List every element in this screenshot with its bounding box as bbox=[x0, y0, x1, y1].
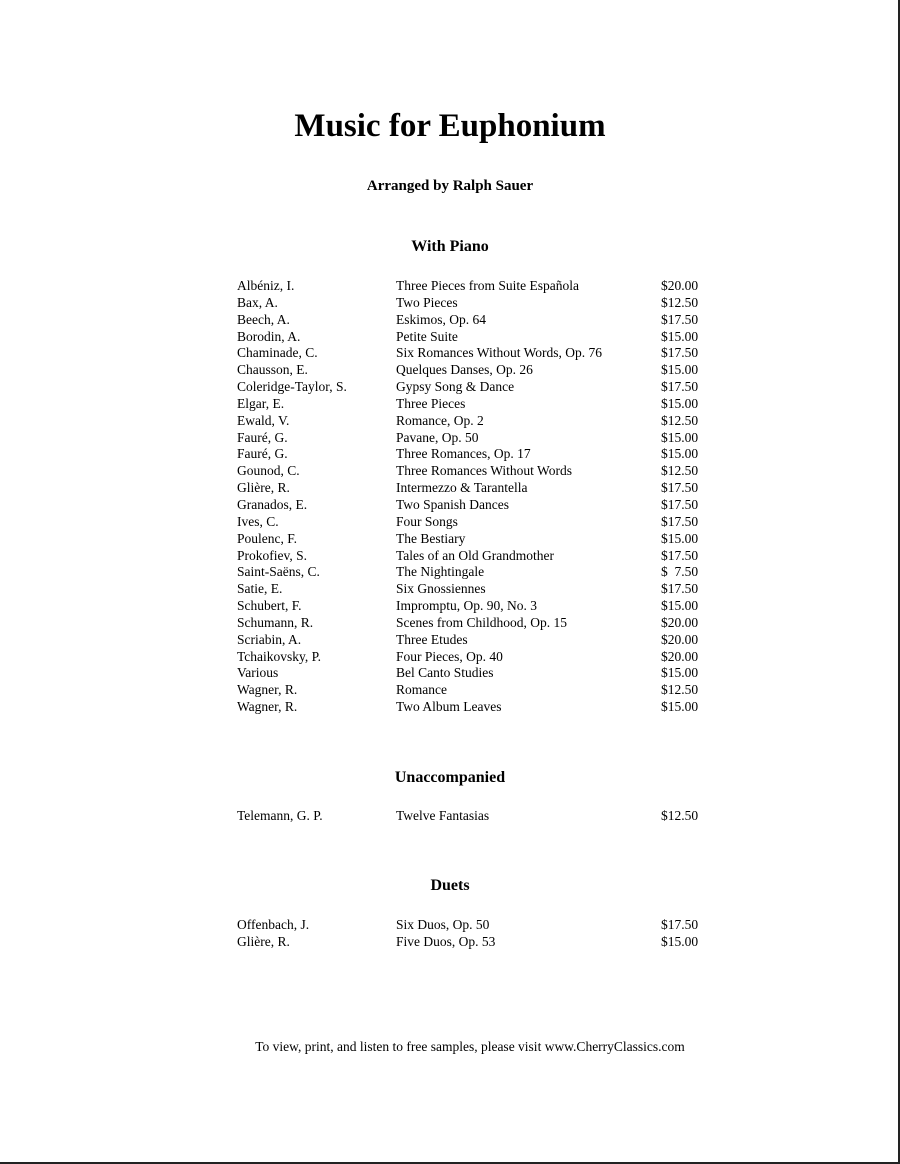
piece-title: Eskimos, Op. 64 bbox=[396, 311, 487, 327]
price: $15.00 bbox=[661, 395, 699, 411]
piece-title: Four Pieces, Op. 40 bbox=[396, 648, 503, 664]
piece-title: Petite Suite bbox=[396, 328, 458, 344]
piece-title: Three Romances Without Words bbox=[396, 463, 572, 479]
piece-title: Tales of an Old Grandmother bbox=[396, 547, 555, 563]
composer-name: Fauré, G. bbox=[237, 446, 288, 462]
price: $17.50 bbox=[661, 917, 699, 932]
piece-title: Bel Canto Studies bbox=[396, 665, 494, 681]
piece-title: Four Songs bbox=[396, 513, 458, 529]
price: $17.50 bbox=[661, 379, 699, 395]
composer-name: Granados, E. bbox=[237, 496, 308, 512]
piece-title: Romance bbox=[396, 682, 447, 698]
list-item bbox=[237, 379, 707, 396]
price: $ 7.50 bbox=[661, 564, 699, 580]
price: $20.00 bbox=[661, 648, 699, 664]
list-item bbox=[237, 548, 707, 565]
composer-name: Bax, A. bbox=[237, 294, 278, 310]
composer-name: Albéniz, I. bbox=[237, 278, 295, 293]
list-unaccompanied bbox=[237, 808, 707, 825]
list-item bbox=[237, 632, 707, 649]
composer-name: Various bbox=[237, 665, 279, 681]
list-item bbox=[237, 345, 707, 362]
composer-name: Glière, R. bbox=[237, 480, 290, 496]
price: $15.00 bbox=[661, 598, 699, 614]
price: $20.00 bbox=[661, 614, 699, 630]
price: $12.50 bbox=[661, 682, 699, 698]
price: $15.00 bbox=[661, 328, 699, 344]
list-item bbox=[237, 312, 707, 329]
piece-title: Impromptu, Op. 90, No. 3 bbox=[396, 598, 537, 614]
piece-title: The Bestiary bbox=[396, 530, 466, 546]
composer-name: Chaminade, C. bbox=[237, 345, 318, 361]
composer-name: Satie, E. bbox=[237, 581, 283, 597]
composer-name: Saint-Saëns, C. bbox=[237, 564, 320, 580]
list-item bbox=[237, 396, 707, 413]
composer-name: Elgar, E. bbox=[237, 395, 285, 411]
list-item bbox=[237, 699, 707, 716]
composer-name: Ewald, V. bbox=[237, 412, 290, 428]
footer-note: To view, print, and listen to free samples, please visit www.CherryClassics.com bbox=[255, 1039, 685, 1054]
price: $15.00 bbox=[661, 699, 699, 715]
list-item bbox=[237, 413, 707, 430]
piece-title: Three Etudes bbox=[396, 631, 468, 647]
list-item bbox=[237, 480, 707, 497]
composer-name: Ives, C. bbox=[237, 513, 279, 529]
price: $12.50 bbox=[661, 808, 699, 823]
list-item bbox=[237, 665, 707, 682]
list-item bbox=[237, 917, 707, 934]
list-with-piano bbox=[237, 278, 707, 716]
price: $12.50 bbox=[661, 294, 699, 310]
piece-title: Two Pieces bbox=[396, 294, 458, 310]
piece-title: Pavane, Op. 50 bbox=[396, 429, 479, 445]
page-title: Music for Euphonium bbox=[294, 108, 606, 144]
piece-title: The Nightingale bbox=[396, 564, 485, 580]
list-item bbox=[237, 329, 707, 346]
list-item bbox=[237, 295, 707, 312]
composer-name: Beech, A. bbox=[237, 311, 290, 327]
piece-title: Scenes from Childhood, Op. 15 bbox=[396, 614, 567, 630]
list-item bbox=[237, 278, 707, 295]
price: $17.50 bbox=[661, 345, 699, 361]
list-item bbox=[237, 446, 707, 463]
list-item bbox=[237, 615, 707, 632]
price: $20.00 bbox=[661, 631, 699, 647]
price: $12.50 bbox=[661, 412, 699, 428]
list-item bbox=[237, 463, 707, 480]
section-heading-duets: Duets bbox=[430, 877, 470, 894]
composer-name: Schubert, F. bbox=[237, 598, 302, 614]
piece-title: Two Spanish Dances bbox=[396, 496, 510, 512]
price: $17.50 bbox=[661, 311, 699, 327]
piece-title: Six Gnossiennes bbox=[396, 581, 486, 597]
list-duets bbox=[237, 917, 707, 951]
price: $15.00 bbox=[661, 665, 699, 681]
list-item bbox=[237, 362, 707, 379]
price: $15.00 bbox=[661, 933, 699, 949]
price: $17.50 bbox=[661, 547, 699, 563]
piece-title: Six Duos, Op. 50 bbox=[396, 917, 490, 932]
list-item bbox=[237, 682, 707, 699]
page-subtitle: Arranged by Ralph Sauer bbox=[366, 178, 534, 194]
price: $17.50 bbox=[661, 513, 699, 529]
price: $15.00 bbox=[661, 446, 699, 462]
composer-name: Chausson, E. bbox=[237, 362, 308, 378]
composer-name: Coleridge-Taylor, S. bbox=[237, 379, 347, 395]
list-item bbox=[237, 430, 707, 447]
composer-name: Offenbach, J. bbox=[237, 917, 310, 932]
list-item bbox=[237, 934, 707, 951]
piece-title: Three Pieces bbox=[396, 395, 466, 411]
composer-name: Wagner, R. bbox=[237, 699, 298, 715]
price: $15.00 bbox=[661, 362, 699, 378]
composer-name: Gounod, C. bbox=[237, 463, 300, 479]
price: $17.50 bbox=[661, 581, 699, 597]
price: $20.00 bbox=[661, 278, 699, 293]
price: $15.00 bbox=[661, 530, 699, 546]
composer-name: Poulenc, F. bbox=[237, 530, 298, 546]
price: $17.50 bbox=[661, 496, 699, 512]
list-item bbox=[237, 649, 707, 666]
piece-title: Three Romances, Op. 17 bbox=[396, 446, 531, 462]
list-item bbox=[237, 598, 707, 615]
piece-title: Five Duos, Op. 53 bbox=[396, 933, 496, 949]
list-item bbox=[237, 808, 707, 825]
piece-title: Three Pieces from Suite Española bbox=[396, 278, 579, 293]
composer-name: Wagner, R. bbox=[237, 682, 298, 698]
composer-name: Tchaikovsky, P. bbox=[237, 648, 322, 664]
composer-name: Glière, R. bbox=[237, 933, 290, 949]
composer-name: Borodin, A. bbox=[237, 328, 301, 344]
piece-title: Romance, Op. 2 bbox=[396, 412, 484, 428]
piece-title: Gypsy Song & Dance bbox=[396, 379, 515, 395]
composer-name: Scriabin, A. bbox=[237, 631, 302, 647]
piece-title: Two Album Leaves bbox=[396, 699, 502, 715]
piece-title: Quelques Danses, Op. 26 bbox=[396, 362, 533, 378]
list-item bbox=[237, 497, 707, 514]
piece-title: Six Romances Without Words, Op. 76 bbox=[396, 345, 602, 361]
price: $15.00 bbox=[661, 429, 699, 445]
piece-title: Twelve Fantasias bbox=[396, 808, 490, 823]
composer-name: Prokofiev, S. bbox=[237, 547, 307, 563]
section-heading-with-piano: With Piano bbox=[411, 238, 489, 255]
list-item bbox=[237, 531, 707, 548]
composer-name: Telemann, G. P. bbox=[237, 808, 323, 823]
section-heading-unaccompanied: Unaccompanied bbox=[394, 769, 506, 786]
list-item bbox=[237, 581, 707, 598]
composer-name: Fauré, G. bbox=[237, 429, 288, 445]
list-item bbox=[237, 514, 707, 531]
composer-name: Schumann, R. bbox=[237, 614, 314, 630]
piece-title: Intermezzo & Tarantella bbox=[396, 480, 528, 496]
list-item bbox=[237, 564, 707, 581]
price: $12.50 bbox=[661, 463, 699, 479]
price: $17.50 bbox=[661, 480, 699, 496]
